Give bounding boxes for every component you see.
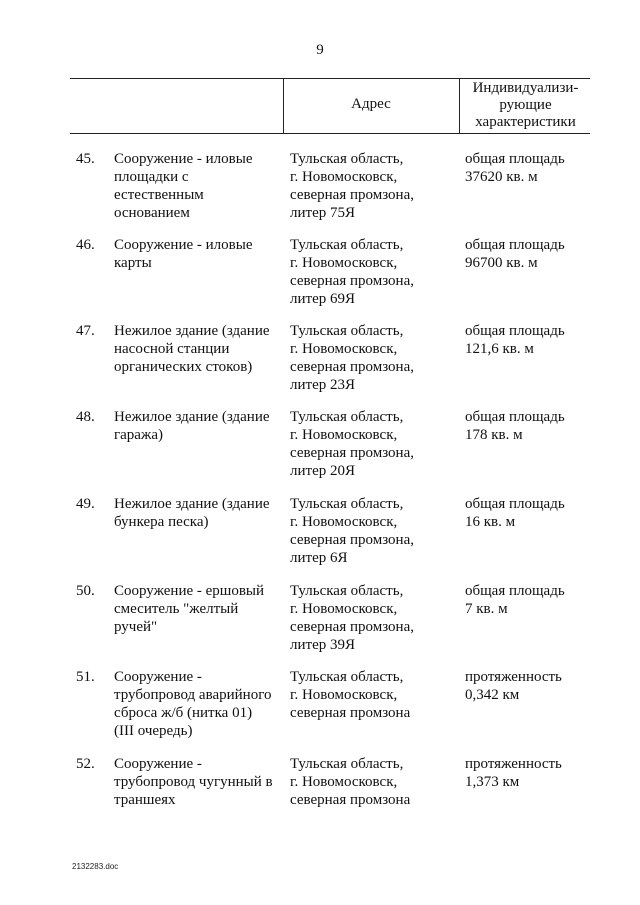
object-name: Сооружение - ершовый смеситель "желтый ручей" xyxy=(114,583,265,635)
object-name: Сооружение - трубопровод чугунный в траншеях xyxy=(114,756,273,808)
object-address: Тульская область, г. Новомосковск, северная промзона, литер 6Я xyxy=(290,496,414,566)
object-characteristics: протяженность 1,373 км xyxy=(465,756,562,790)
object-address: Тульская область, г. Новомосковск, северная промзона, литер 20Я xyxy=(290,409,414,479)
object-address: Тульская область, г. Новомосковск, северная промзона, литер 69Я xyxy=(290,237,414,307)
object-name: Нежилое здание (здание бункера песка) xyxy=(114,496,270,530)
row-number: 49. xyxy=(76,496,95,512)
object-address: Тульская область, г. Новомосковск, северная промзона xyxy=(290,669,411,721)
object-characteristics: общая площадь 16 кв. м xyxy=(465,496,565,530)
row-number: 45. xyxy=(76,151,95,167)
object-characteristics: общая площадь 7 кв. м xyxy=(465,583,565,617)
object-name: Сооружение - иловые площадки с естественным основанием xyxy=(114,151,253,221)
object-name: Нежилое здание (здание насосной станции органических стоков) xyxy=(114,323,270,375)
object-characteristics: протяженность 0,342 км xyxy=(465,669,562,703)
object-characteristics: общая площадь 121,6 кв. м xyxy=(465,323,565,357)
row-number: 50. xyxy=(76,583,95,599)
row-number: 47. xyxy=(76,323,95,339)
table-header-top-rule xyxy=(70,78,590,79)
document-footer-filename: 2132283.doc xyxy=(72,862,119,871)
object-name: Сооружение - иловые карты xyxy=(114,237,253,271)
object-name: Нежилое здание (здание гаража) xyxy=(114,409,270,443)
object-characteristics: общая площадь 37620 кв. м xyxy=(465,151,565,185)
table-header-bottom-rule xyxy=(70,133,590,134)
column-header-address: Адрес xyxy=(351,96,391,112)
row-number: 51. xyxy=(76,669,95,685)
row-number: 52. xyxy=(76,756,95,772)
object-characteristics: общая площадь 178 кв. м xyxy=(465,409,565,443)
column-header-characteristics: Индивидуализи- рующие характеристики xyxy=(472,80,579,130)
column-divider-characteristics xyxy=(459,78,460,133)
row-number: 46. xyxy=(76,237,95,253)
object-address: Тульская область, г. Новомосковск, северная промзона, литер 75Я xyxy=(290,151,414,221)
page-number: 9 xyxy=(316,42,324,58)
object-address: Тульская область, г. Новомосковск, северная промзона, литер 39Я xyxy=(290,583,414,653)
object-address: Тульская область, г. Новомосковск, северная промзона xyxy=(290,756,411,808)
object-address: Тульская область, г. Новомосковск, северная промзона, литер 23Я xyxy=(290,323,414,393)
object-name: Сооружение - трубопровод аварийного сброса ж/б (нитка 01) (III очередь) xyxy=(114,669,272,739)
object-characteristics: общая площадь 96700 кв. м xyxy=(465,237,565,271)
row-number: 48. xyxy=(76,409,95,425)
